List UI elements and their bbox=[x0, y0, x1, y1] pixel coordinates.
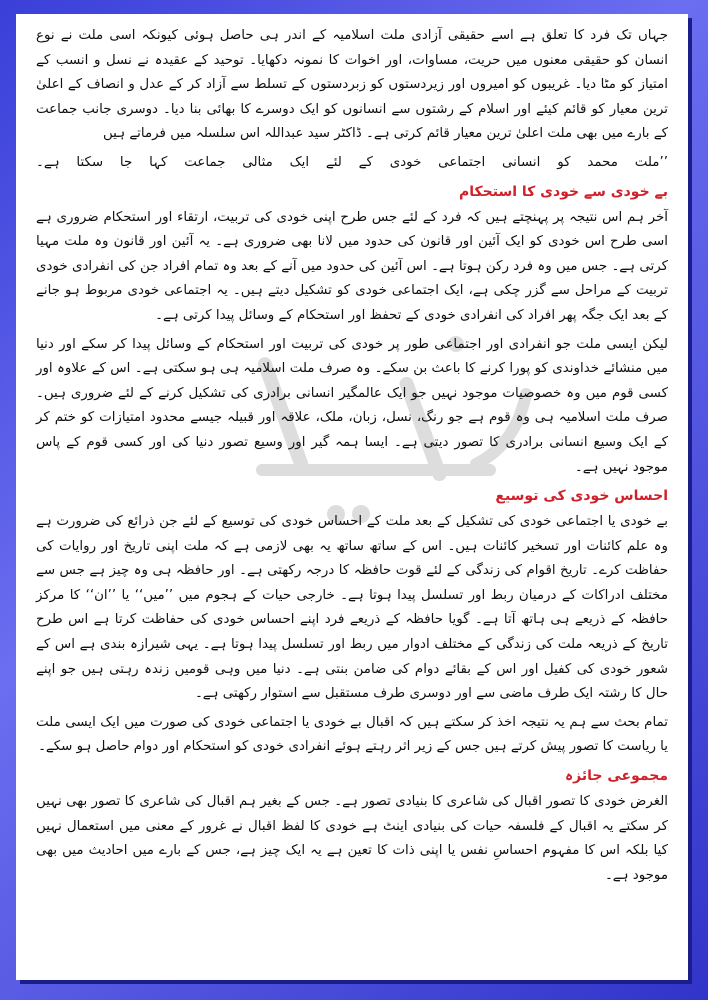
paragraph-3: بے خودی یا اجتماعی خودی کی تشکیل کے بعد ملت کے احساس خودی کی توسیع کے لئے جن ذرائع کی ضرورت ہے وہ علم کائنات اور تسخیر کائنات ہیں۔ اس کے ساتھ ساتھ یہ بھی لازمی ہے کہ ملت اپنی تاریخ اور روایات کی حفاظت کرے۔ تاریخ اقوام کی زندگی کے لئے قوت حافظہ کا درجہ رکھتی ہے۔ اور حافظہ ہی وہ چیز ہے جس سے مختلف ادراکات کے درمیان ربط اور تسلسل پیدا ہوتا ہے۔ خارجی حیات کے ہجوم میں ’’میں‘‘ یا ’’ان‘‘ کا مرکز حافظہ کے ذریعے ہی ہاتھ آتا ہے۔ گویا حافظہ کے ذریعے فرد اپنے احساس خودی کی حفاظت کرتا ہے اس طرح تاریخ کے ذریعہ ملت کی زندگی کے مختلف ادوار میں ربط اور تسلسل پیدا ہوتا ہے۔ یہی شیرازہ بندی ہے اس کے شعور خودی کی کفیل اور اس کے بقائے دوام کی ضامن بنتی ہے۔ دنیا میں وہی قومیں زندہ رہتی ہیں جو اپنے حال کا رشتہ ایک طرف ماضی سے اور دوسری طرف مستقبل سے استوار رکھتی ہے۔ bbox=[36, 514, 668, 702]
quote-paragraph: ’’ملت محمد کو انسانی اجتماعی خودی کے لئے ایک مثالی جماعت کہا جا سکتا ہے۔ bbox=[36, 154, 668, 170]
intro-paragraph: جہاں تک فرد کا تعلق ہے اسے حقیقی آزادی ملت اسلامیہ کے اندر ہی حاصل ہوئی کیونکہ اسی ملت نے نوع انسان کو حقیقی معنوں میں حریت، مساوات، اور اخوات کا نمونہ دکھایا۔ توحید کے عقیدہ نے نسل و انسب کے امتیاز کو مٹا دیا۔ غریبوں کو امیروں اور زیردستوں کو زبردستوں کے تسلط سے آزاد کر کے عدل و انصاف کے اعلیٰ ترین معیار کو قائم کیئے اور اسلام کے رشتوں سے انسانوں کو ایک دوسرے کا بھائی بنا دیا۔ دوسری جانب جماعت کے بارے میں بھی ملت اعلیٰ ترین معیار قائم کرتی ہے۔ ڈاکٹر سید عبداللہ اس سلسلہ میں فرماتے ہیں bbox=[36, 28, 668, 142]
paragraph-2: لیکن ایسی ملت جو انفرادی اور اجتماعی طور پر خودی کی تربیت اور استحکام کے وسائل پیدا کر سکے اور دنیا میں منشائے خداوندی کو پورا کرنے کا باعث بن سکے۔ وہ صرف ملت اسلامیہ ہی ہو سکتی ہے۔ اس کے علاوہ اور کسی قوم میں وہ خصوصیات موجود نہیں جو ایک عالمگیر انسانی برادری کی تشکیل کرنے کے لئے ضروری ہیں۔ صرف ملت اسلامیہ ہی وہ قوم ہے جو رنگ، نسل، زبان، ملک، علاقہ اور قبیلہ جیسے محدود امتیازات کو ختم کر کے ایک وسیع انسانی برادری کا تصور دیتی ہے۔ ایسا ہمہ گیر اور وسیع تصور دنیا کی اور کسی قوم کے پاس موجود نہیں ہے۔ bbox=[36, 336, 668, 475]
article-body bbox=[36, 24, 668, 892]
paragraph-5: الغرض خودی کا تصور اقبال کی شاعری کا بنیادی تصور ہے۔ جس کے بغیر ہم اقبال کی شاعری کا تصور بھی نہیں کر سکتے یہ اقبال کے فلسفہ حیات کی بنیادی اینٹ ہے خودی کا لفظ اقبال نے غرور کے معنی میں استعمال نہیں کیا بلکہ اس کا مفہوم احساسِ نفس یا اپنی ذات کا تعین ہے یہ ایک چیز ہے، جس کے بارے میں احادیث میں بھی موجود ہے۔ bbox=[36, 794, 668, 883]
document-page bbox=[16, 14, 688, 980]
section-heading-2: احساس خودی کی توسیع bbox=[495, 488, 668, 505]
paragraph-4: تمام بحث سے ہم یہ نتیجہ اخذ کر سکتے ہیں کہ اقبال بے خودی یا اجتماعی خودی کی صورت میں ایک ایسی ملت یا ریاست کا تصور پیش کرتے ہیں جس کے زیر اثر رہتے ہوئے انفرادی خودی کو استحکام اور دوام حاصل ہو سکے۔ bbox=[36, 714, 668, 755]
paragraph-1: آخر ہم اس نتیجہ پر پہنچتے ہیں کہ فرد کے لئے جس طرح اپنی خودی کی تربیت، ارتقاء اور استحکام ضروری ہے اسی طرح اس خودی کو ایک آئین اور قانون کی حدود میں لانا بھی ضروری ہے۔ یہ آئین اور قانون وہ ملت مہیا کرتی ہے۔ جس میں وہ فرد رکن ہوتا ہے۔ اس آئین کی حدود میں آنے کے بعد وہ تمام افراد جن کی انفرادی خودی تربیت کے مراحل سے گزر چکی ہے، ایک اجتماعی خودی کو تشکیل دیتے ہیں۔ یہ اجتماعی خودی مربوط ہو جانے کے بعد ایک جگہ پھر افراد کی انفرادی خودی کے تحفظ اور استحکام کے وسائل پیدا کرتی ہے۔ bbox=[36, 209, 668, 323]
section-heading-1: بے خودی سے خودی کا استحکام bbox=[459, 183, 668, 200]
section-heading-3: مجموعی جائزہ bbox=[564, 768, 668, 785]
